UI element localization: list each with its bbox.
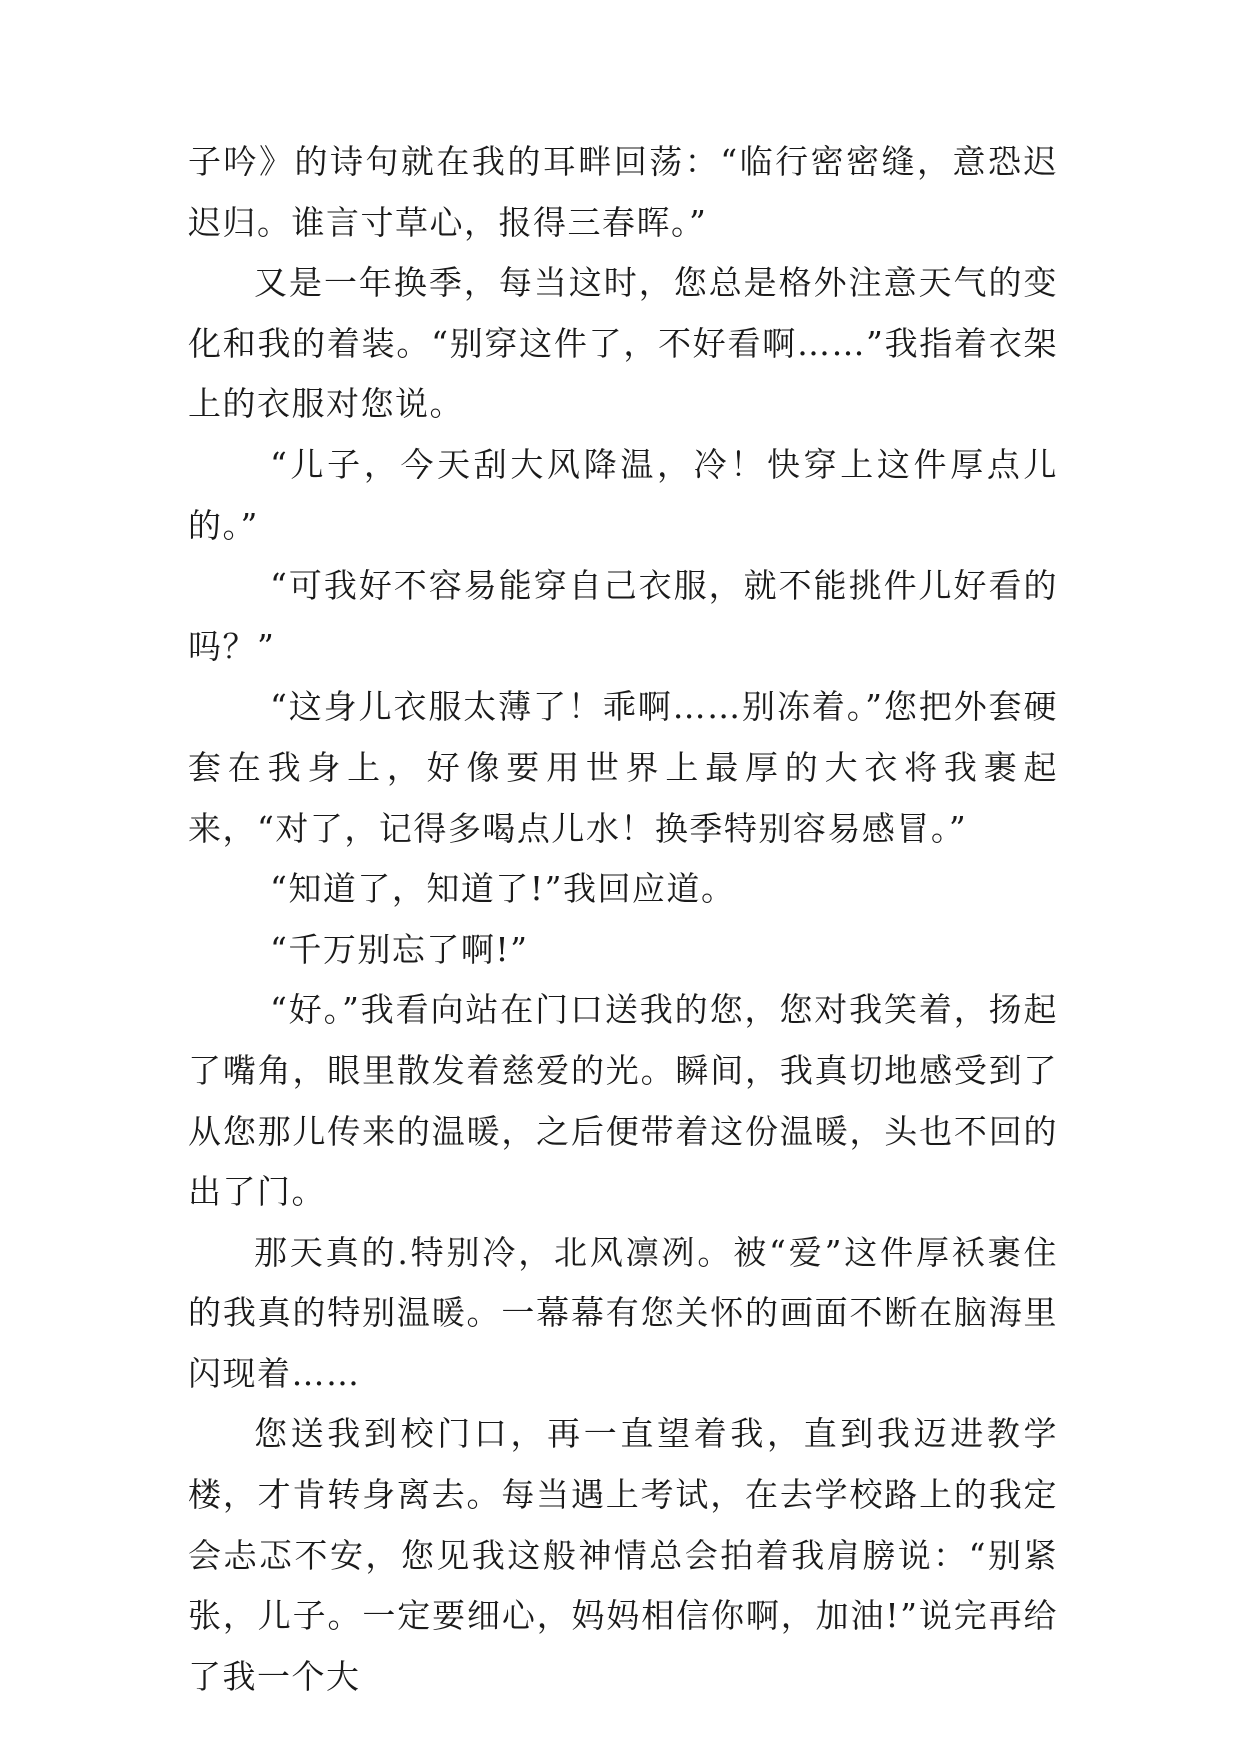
paragraph-dialogue-mother-coat: “这身儿衣服太薄了！乖啊……别冻着。”您把外套硬套在我身上，好像要用世界上最厚的大衣将我裹起来，“对了，记得多喝点儿水！换季特别容易感冒。” bbox=[188, 687, 1058, 848]
document-body bbox=[188, 132, 1058, 1707]
paragraph-dialogue-mother-remind: “千万别忘了啊!” bbox=[270, 929, 529, 969]
paragraph-cold-day: 那天真的.特别冷，北风凛冽。被“爱”这件厚袄裹住的我真的特别温暖。一幕幕有您关怀的画面不断在脑海里闪现着…… bbox=[188, 1232, 1058, 1393]
paragraph-dialogue-son-ok: “好。”我看向站在门口送我的您，您对我笑着，扬起了嘴角，眼里散发着慈爱的光。瞬间，我真切地感受到了从您那儿传来的温暖，之后便带着这份温暖，头也不回的出了门。 bbox=[188, 990, 1058, 1212]
paragraph-dialogue-son-know: “知道了，知道了!”我回应道。 bbox=[270, 869, 736, 909]
paragraph-season-change: 又是一年换季，每当这时，您总是格外注意天气的变化和我的着装。“别穿这件了，不好看啊……”我指着衣架上的衣服对您说。 bbox=[188, 263, 1058, 424]
paragraph-dialogue-son-choose: “可我好不容易能穿自己衣服，就不能挑件儿好看的吗？” bbox=[188, 566, 1058, 666]
paragraph-school-gate: 您送我到校门口，再一直望着我，直到我迈进教学楼，才肯转身离去。每当遇上考试，在去学校路上的我定会忐忑不安，您见我这般神情总会拍着我肩膀说：“别紧张，儿子。一定要细心，妈妈相信你啊，加油!”说完再给了我一个大 bbox=[188, 1414, 1058, 1696]
paragraph-continuation: 子吟》的诗句就在我的耳畔回荡：“临行密密缝，意恐迟迟归。谁言寸草心，报得三春晖。” bbox=[188, 142, 1058, 242]
paragraph-dialogue-mother-cold: “儿子，今天刮大风降温，冷！快穿上这件厚点儿的。” bbox=[188, 444, 1058, 545]
